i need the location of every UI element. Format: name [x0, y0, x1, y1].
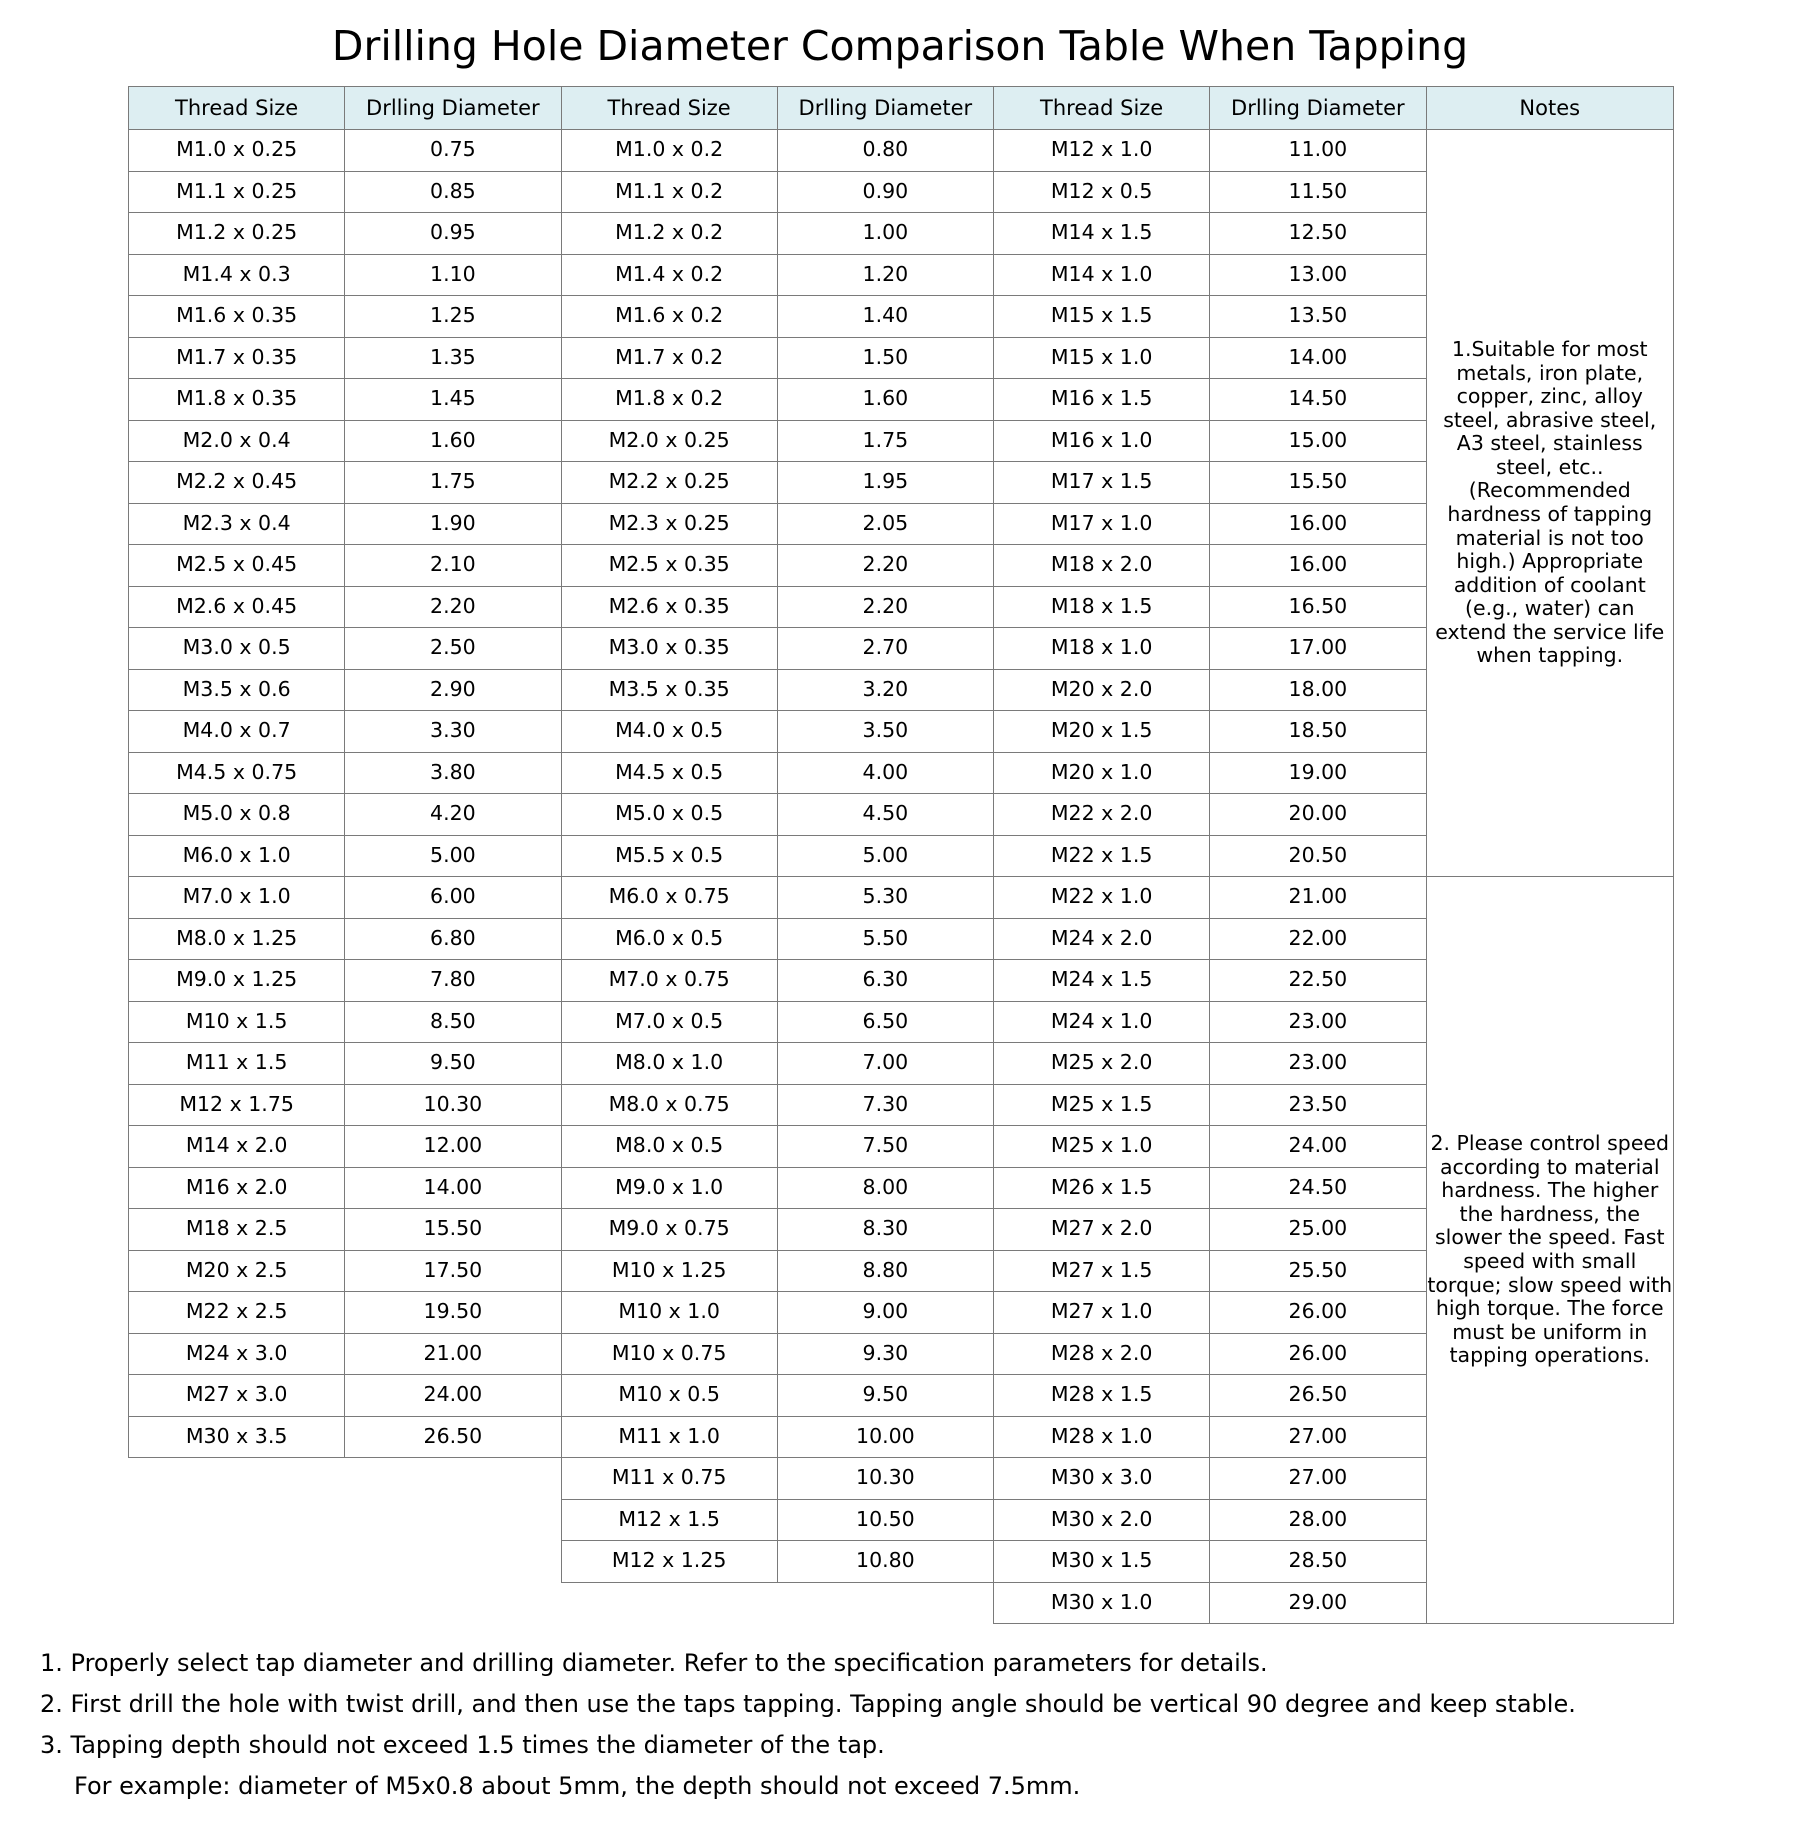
- cell-drilling-diameter-3: 18.50: [1210, 711, 1426, 753]
- column-header-drilling-diameter-2: Drlling Diameter: [777, 87, 993, 130]
- cell-drilling-diameter-1: 26.50: [345, 1416, 561, 1458]
- cell-thread-size-1: M20 x 2.5: [129, 1250, 345, 1292]
- cell-thread-size-2: M8.0 x 0.5: [561, 1126, 777, 1168]
- cell-thread-size-1: M2.5 x 0.45: [129, 545, 345, 587]
- cell-drilling-diameter-3: 25.00: [1210, 1209, 1426, 1251]
- cell-drilling-diameter-1: 21.00: [345, 1333, 561, 1375]
- column-header-thread-size-1: Thread Size: [129, 87, 345, 130]
- cell-thread-size-3: M12 x 1.0: [994, 130, 1210, 172]
- cell-drilling-diameter-1: 17.50: [345, 1250, 561, 1292]
- cell-drilling-diameter-2: 8.30: [777, 1209, 993, 1251]
- cell-thread-size-3: M16 x 1.0: [994, 420, 1210, 462]
- cell-drilling-diameter-2: 1.95: [777, 462, 993, 504]
- cell-drilling-diameter-3: 23.00: [1210, 1001, 1426, 1043]
- cell-drilling-diameter-3: 16.50: [1210, 586, 1426, 628]
- cell-thread-size-1: M8.0 x 1.25: [129, 918, 345, 960]
- cell-drilling-diameter-1: 4.20: [345, 794, 561, 836]
- cell-thread-size-3: M22 x 2.0: [994, 794, 1210, 836]
- cell-thread-size-3: M24 x 1.0: [994, 1001, 1210, 1043]
- cell-thread-size-3: M27 x 2.0: [994, 1209, 1210, 1251]
- cell-thread-size-3: M27 x 1.0: [994, 1292, 1210, 1334]
- cell-drilling-diameter-1: 1.90: [345, 503, 561, 545]
- cell-drilling-diameter-2: 10.30: [777, 1458, 993, 1500]
- cell-drilling-diameter-2: 10.00: [777, 1416, 993, 1458]
- cell-thread-size-3: M24 x 2.0: [994, 918, 1210, 960]
- footnote-3: 3. Tapping depth should not exceed 1.5 times the diameter of the tap.: [40, 1730, 885, 1759]
- footnote-3-example: For example: diameter of M5x0.8 about 5mm, the depth should not exceed 7.5mm.: [74, 1771, 1081, 1800]
- page-title: Drilling Hole Diameter Comparison Table When Tapping: [331, 22, 1469, 70]
- table-header: [129, 87, 1674, 130]
- cell-thread-size-2: M12 x 1.25: [561, 1541, 777, 1583]
- footnote-1: 1. Properly select tap diameter and drilling diameter. Refer to the specification parameters for details.: [40, 1649, 1268, 1677]
- cell-drilling-diameter-3: 16.00: [1210, 545, 1426, 587]
- cell-thread-size-3: M15 x 1.5: [994, 296, 1210, 338]
- cell-thread-size-3: M20 x 1.5: [994, 711, 1210, 753]
- cell-drilling-diameter-2: 10.50: [777, 1499, 993, 1541]
- cell-thread-size-3: M16 x 1.5: [994, 379, 1210, 421]
- column-header-drilling-diameter-1: Drlling Diameter: [345, 87, 561, 130]
- cell-drilling-diameter-1: 6.00: [345, 877, 561, 919]
- cell-drilling-diameter-1: 1.25: [345, 296, 561, 338]
- cell-drilling-diameter-2: 6.50: [777, 1001, 993, 1043]
- cell-drilling-diameter-2: 0.90: [777, 171, 993, 213]
- cell-thread-size-1: M1.1 x 0.25: [129, 171, 345, 213]
- cell-thread-size-2: M1.1 x 0.2: [561, 171, 777, 213]
- cell-thread-size-1: M3.0 x 0.5: [129, 628, 345, 670]
- cell-thread-size-2: M2.3 x 0.25: [561, 503, 777, 545]
- column-header-notes: Notes: [1426, 87, 1674, 130]
- cell-drilling-diameter-2: 1.75: [777, 420, 993, 462]
- cell-drilling-diameter-3: 29.00: [1210, 1582, 1426, 1624]
- cell-thread-size-2: M2.0 x 0.25: [561, 420, 777, 462]
- cell-thread-size-3: M12 x 0.5: [994, 171, 1210, 213]
- cell-drilling-diameter-3: 18.00: [1210, 669, 1426, 711]
- cell-thread-size-1: M3.5 x 0.6: [129, 669, 345, 711]
- cell-thread-size-2: M5.5 x 0.5: [561, 835, 777, 877]
- cell-thread-size-2: M8.0 x 0.75: [561, 1084, 777, 1126]
- cell-thread-size-3: M18 x 1.5: [994, 586, 1210, 628]
- cell-drilling-diameter-1: 0.85: [345, 171, 561, 213]
- footnotes: [0, 1624, 1800, 1806]
- cell-drilling-diameter-2: 2.20: [777, 545, 993, 587]
- cell-thread-size-3: M28 x 1.0: [994, 1416, 1210, 1458]
- cell-drilling-diameter-2: 0.80: [777, 130, 993, 172]
- cell-drilling-diameter-1: 2.20: [345, 586, 561, 628]
- cell-drilling-diameter-3: 15.00: [1210, 420, 1426, 462]
- cell-thread-size-3: M30 x 3.0: [994, 1458, 1210, 1500]
- cell-thread-size-1: M1.0 x 0.25: [129, 130, 345, 172]
- cell-thread-size-3: M17 x 1.0: [994, 503, 1210, 545]
- cell-thread-size-1: M2.3 x 0.4: [129, 503, 345, 545]
- cell-drilling-diameter-3: 23.00: [1210, 1043, 1426, 1085]
- cell-thread-size-3: M14 x 1.5: [994, 213, 1210, 255]
- cell-thread-size-2: M12 x 1.5: [561, 1499, 777, 1541]
- cell-drilling-diameter-3: 11.50: [1210, 171, 1426, 213]
- cell-drilling-diameter-1: 15.50: [345, 1209, 561, 1251]
- cell-thread-size-1: M1.2 x 0.25: [129, 213, 345, 255]
- cell-thread-size-1: M1.8 x 0.35: [129, 379, 345, 421]
- column-header-drilling-diameter-3: Drlling Diameter: [1210, 87, 1426, 130]
- cell-drilling-diameter-2: 7.00: [777, 1043, 993, 1085]
- cell-thread-size-2: M9.0 x 0.75: [561, 1209, 777, 1251]
- cell-drilling-diameter-3: 13.00: [1210, 254, 1426, 296]
- cell-drilling-diameter-3: 11.00: [1210, 130, 1426, 172]
- cell-thread-size-2: M2.6 x 0.35: [561, 586, 777, 628]
- cell-thread-size-2: M1.2 x 0.2: [561, 213, 777, 255]
- cell-thread-size-1: M16 x 2.0: [129, 1167, 345, 1209]
- cell-drilling-diameter-1: 2.10: [345, 545, 561, 587]
- cell-drilling-diameter-3: 22.50: [1210, 960, 1426, 1002]
- cell-drilling-diameter-2: 3.50: [777, 711, 993, 753]
- cell-drilling-diameter-1: 19.50: [345, 1292, 561, 1334]
- cell-drilling-diameter-1: 1.10: [345, 254, 561, 296]
- cell-thread-size-1: [129, 1458, 345, 1500]
- cell-thread-size-3: M24 x 1.5: [994, 960, 1210, 1002]
- cell-thread-size-2: M4.5 x 0.5: [561, 752, 777, 794]
- cell-thread-size-3: M27 x 1.5: [994, 1250, 1210, 1292]
- cell-thread-size-2: M1.7 x 0.2: [561, 337, 777, 379]
- cell-thread-size-3: M25 x 1.0: [994, 1126, 1210, 1168]
- cell-thread-size-2: M10 x 0.5: [561, 1375, 777, 1417]
- cell-drilling-diameter-3: 21.00: [1210, 877, 1426, 919]
- cell-thread-size-1: M7.0 x 1.0: [129, 877, 345, 919]
- cell-thread-size-1: M9.0 x 1.25: [129, 960, 345, 1002]
- cell-drilling-diameter-3: 28.00: [1210, 1499, 1426, 1541]
- cell-drilling-diameter-2: 5.00: [777, 835, 993, 877]
- cell-drilling-diameter-3: 26.50: [1210, 1375, 1426, 1417]
- cell-thread-size-1: M4.0 x 0.7: [129, 711, 345, 753]
- cell-drilling-diameter-1: 0.95: [345, 213, 561, 255]
- cell-drilling-diameter-2: 9.00: [777, 1292, 993, 1334]
- cell-drilling-diameter-1: 2.50: [345, 628, 561, 670]
- cell-thread-size-1: M1.6 x 0.35: [129, 296, 345, 338]
- cell-drilling-diameter-1: 1.60: [345, 420, 561, 462]
- cell-drilling-diameter-2: 1.60: [777, 379, 993, 421]
- cell-drilling-diameter-1: 1.35: [345, 337, 561, 379]
- cell-thread-size-1: [129, 1499, 345, 1541]
- cell-drilling-diameter-1: 9.50: [345, 1043, 561, 1085]
- cell-drilling-diameter-2: 2.05: [777, 503, 993, 545]
- cell-thread-size-2: M6.0 x 0.75: [561, 877, 777, 919]
- cell-thread-size-2: M8.0 x 1.0: [561, 1043, 777, 1085]
- cell-thread-size-1: [129, 1541, 345, 1583]
- cell-drilling-diameter-3: 28.50: [1210, 1541, 1426, 1583]
- cell-thread-size-2: M1.4 x 0.2: [561, 254, 777, 296]
- cell-thread-size-2: M1.8 x 0.2: [561, 379, 777, 421]
- cell-thread-size-3: M22 x 1.5: [994, 835, 1210, 877]
- cell-thread-size-2: M2.2 x 0.25: [561, 462, 777, 504]
- cell-thread-size-1: M22 x 2.5: [129, 1292, 345, 1334]
- notes-cell-2: 2. Please control speed according to material hardness. The higher the hardness, the slower the speed. Fast speed with small torque; slow speed with high torque. The force must be uniform in tapping operations.: [1426, 877, 1674, 1624]
- cell-drilling-diameter-2: 7.30: [777, 1084, 993, 1126]
- cell-thread-size-3: M28 x 1.5: [994, 1375, 1210, 1417]
- cell-drilling-diameter-1: 12.00: [345, 1126, 561, 1168]
- cell-thread-size-2: [561, 1582, 777, 1624]
- cell-thread-size-2: M1.0 x 0.2: [561, 130, 777, 172]
- table-row: [129, 877, 1674, 919]
- cell-drilling-diameter-1: 14.00: [345, 1167, 561, 1209]
- cell-drilling-diameter-3: 17.00: [1210, 628, 1426, 670]
- cell-drilling-diameter-1: 6.80: [345, 918, 561, 960]
- column-header-thread-size-3: Thread Size: [994, 87, 1210, 130]
- cell-drilling-diameter-3: 15.50: [1210, 462, 1426, 504]
- cell-thread-size-3: M18 x 1.0: [994, 628, 1210, 670]
- cell-thread-size-1: M4.5 x 0.75: [129, 752, 345, 794]
- cell-drilling-diameter-1: 5.00: [345, 835, 561, 877]
- cell-drilling-diameter-1: [345, 1582, 561, 1624]
- cell-thread-size-3: M30 x 2.0: [994, 1499, 1210, 1541]
- cell-thread-size-2: M9.0 x 1.0: [561, 1167, 777, 1209]
- cell-drilling-diameter-1: 1.75: [345, 462, 561, 504]
- cell-drilling-diameter-1: 7.80: [345, 960, 561, 1002]
- cell-drilling-diameter-3: 19.00: [1210, 752, 1426, 794]
- cell-thread-size-1: M1.7 x 0.35: [129, 337, 345, 379]
- cell-thread-size-2: M2.5 x 0.35: [561, 545, 777, 587]
- cell-drilling-diameter-2: 3.20: [777, 669, 993, 711]
- table-header-row: [129, 87, 1674, 130]
- footnote-2: 2. First drill the hole with twist drill, and then use the taps tapping. Tapping angle should be vertical 90 degree and keep stable.: [40, 1689, 1576, 1718]
- cell-drilling-diameter-3: 26.00: [1210, 1333, 1426, 1375]
- cell-thread-size-3: M30 x 1.0: [994, 1582, 1210, 1624]
- cell-drilling-diameter-3: 25.50: [1210, 1250, 1426, 1292]
- cell-drilling-diameter-2: 1.40: [777, 296, 993, 338]
- cell-thread-size-3: M28 x 2.0: [994, 1333, 1210, 1375]
- cell-thread-size-1: M1.4 x 0.3: [129, 254, 345, 296]
- cell-thread-size-3: M18 x 2.0: [994, 545, 1210, 587]
- cell-drilling-diameter-3: 24.50: [1210, 1167, 1426, 1209]
- cell-drilling-diameter-2: 1.20: [777, 254, 993, 296]
- cell-thread-size-1: M2.2 x 0.45: [129, 462, 345, 504]
- cell-drilling-diameter-3: 22.00: [1210, 918, 1426, 960]
- cell-thread-size-2: M7.0 x 0.5: [561, 1001, 777, 1043]
- cell-drilling-diameter-2: 8.80: [777, 1250, 993, 1292]
- document-page: [0, 22, 1800, 1822]
- cell-thread-size-2: M11 x 0.75: [561, 1458, 777, 1500]
- cell-drilling-diameter-2: 1.00: [777, 213, 993, 255]
- cell-thread-size-2: M5.0 x 0.5: [561, 794, 777, 836]
- cell-drilling-diameter-2: [777, 1582, 993, 1624]
- cell-drilling-diameter-2: 5.50: [777, 918, 993, 960]
- cell-thread-size-2: M11 x 1.0: [561, 1416, 777, 1458]
- table-container: [0, 86, 1800, 1624]
- cell-drilling-diameter-2: 4.50: [777, 794, 993, 836]
- notes-cell-1: 1.Suitable for most metals, iron plate, copper, zinc, alloy steel, abrasive steel, A3 steel, stainless steel, etc..(Recommended hardness of tapping material is not too high.) Appropriate addition of coolant (e.g., water) can extend the service life when tapping.: [1426, 130, 1674, 877]
- cell-drilling-diameter-3: 24.00: [1210, 1126, 1426, 1168]
- cell-thread-size-2: M10 x 1.0: [561, 1292, 777, 1334]
- cell-drilling-diameter-1: 3.80: [345, 752, 561, 794]
- cell-thread-size-1: M11 x 1.5: [129, 1043, 345, 1085]
- cell-thread-size-3: M20 x 1.0: [994, 752, 1210, 794]
- drilling-diameter-table: [128, 86, 1674, 1624]
- cell-thread-size-1: [129, 1582, 345, 1624]
- cell-drilling-diameter-3: 23.50: [1210, 1084, 1426, 1126]
- cell-drilling-diameter-3: 13.50: [1210, 296, 1426, 338]
- cell-thread-size-1: M10 x 1.5: [129, 1001, 345, 1043]
- cell-drilling-diameter-1: 10.30: [345, 1084, 561, 1126]
- cell-drilling-diameter-2: 9.50: [777, 1375, 993, 1417]
- cell-thread-size-1: M12 x 1.75: [129, 1084, 345, 1126]
- cell-drilling-diameter-2: 1.50: [777, 337, 993, 379]
- cell-thread-size-1: M30 x 3.5: [129, 1416, 345, 1458]
- cell-thread-size-3: M26 x 1.5: [994, 1167, 1210, 1209]
- cell-drilling-diameter-2: 9.30: [777, 1333, 993, 1375]
- cell-thread-size-1: M27 x 3.0: [129, 1375, 345, 1417]
- table-body: [129, 130, 1674, 1624]
- cell-thread-size-2: M1.6 x 0.2: [561, 296, 777, 338]
- cell-drilling-diameter-1: 8.50: [345, 1001, 561, 1043]
- cell-drilling-diameter-2: 8.00: [777, 1167, 993, 1209]
- cell-thread-size-2: M7.0 x 0.75: [561, 960, 777, 1002]
- cell-thread-size-3: M15 x 1.0: [994, 337, 1210, 379]
- cell-thread-size-3: M30 x 1.5: [994, 1541, 1210, 1583]
- cell-drilling-diameter-1: 2.90: [345, 669, 561, 711]
- cell-drilling-diameter-3: 14.00: [1210, 337, 1426, 379]
- cell-thread-size-1: M6.0 x 1.0: [129, 835, 345, 877]
- cell-thread-size-1: M2.6 x 0.45: [129, 586, 345, 628]
- cell-drilling-diameter-1: 1.45: [345, 379, 561, 421]
- cell-drilling-diameter-3: 12.50: [1210, 213, 1426, 255]
- column-header-thread-size-2: Thread Size: [561, 87, 777, 130]
- cell-thread-size-1: M5.0 x 0.8: [129, 794, 345, 836]
- cell-thread-size-3: M25 x 1.5: [994, 1084, 1210, 1126]
- cell-drilling-diameter-1: [345, 1499, 561, 1541]
- cell-drilling-diameter-2: 5.30: [777, 877, 993, 919]
- cell-drilling-diameter-2: 7.50: [777, 1126, 993, 1168]
- cell-drilling-diameter-3: 27.00: [1210, 1458, 1426, 1500]
- cell-thread-size-2: M3.5 x 0.35: [561, 669, 777, 711]
- cell-thread-size-3: M17 x 1.5: [994, 462, 1210, 504]
- cell-thread-size-3: M22 x 1.0: [994, 877, 1210, 919]
- cell-drilling-diameter-3: 20.00: [1210, 794, 1426, 836]
- cell-drilling-diameter-2: 2.70: [777, 628, 993, 670]
- cell-drilling-diameter-3: 27.00: [1210, 1416, 1426, 1458]
- cell-drilling-diameter-1: [345, 1541, 561, 1583]
- cell-drilling-diameter-3: 20.50: [1210, 835, 1426, 877]
- cell-thread-size-1: M18 x 2.5: [129, 1209, 345, 1251]
- cell-drilling-diameter-1: 24.00: [345, 1375, 561, 1417]
- cell-drilling-diameter-2: 10.80: [777, 1541, 993, 1583]
- cell-drilling-diameter-1: 3.30: [345, 711, 561, 753]
- cell-drilling-diameter-2: 6.30: [777, 960, 993, 1002]
- cell-drilling-diameter-3: 16.00: [1210, 503, 1426, 545]
- cell-thread-size-3: M14 x 1.0: [994, 254, 1210, 296]
- cell-thread-size-3: M20 x 2.0: [994, 669, 1210, 711]
- cell-thread-size-2: M10 x 0.75: [561, 1333, 777, 1375]
- cell-drilling-diameter-2: 2.20: [777, 586, 993, 628]
- cell-thread-size-3: M25 x 2.0: [994, 1043, 1210, 1085]
- cell-thread-size-1: M2.0 x 0.4: [129, 420, 345, 462]
- cell-drilling-diameter-3: 26.00: [1210, 1292, 1426, 1334]
- cell-thread-size-1: M14 x 2.0: [129, 1126, 345, 1168]
- cell-drilling-diameter-3: 14.50: [1210, 379, 1426, 421]
- cell-drilling-diameter-1: 0.75: [345, 130, 561, 172]
- cell-thread-size-2: M4.0 x 0.5: [561, 711, 777, 753]
- cell-thread-size-2: M3.0 x 0.35: [561, 628, 777, 670]
- cell-thread-size-1: M24 x 3.0: [129, 1333, 345, 1375]
- cell-drilling-diameter-2: 4.00: [777, 752, 993, 794]
- table-row: [129, 130, 1674, 172]
- cell-thread-size-2: M6.0 x 0.5: [561, 918, 777, 960]
- cell-drilling-diameter-1: [345, 1458, 561, 1500]
- cell-thread-size-2: M10 x 1.25: [561, 1250, 777, 1292]
